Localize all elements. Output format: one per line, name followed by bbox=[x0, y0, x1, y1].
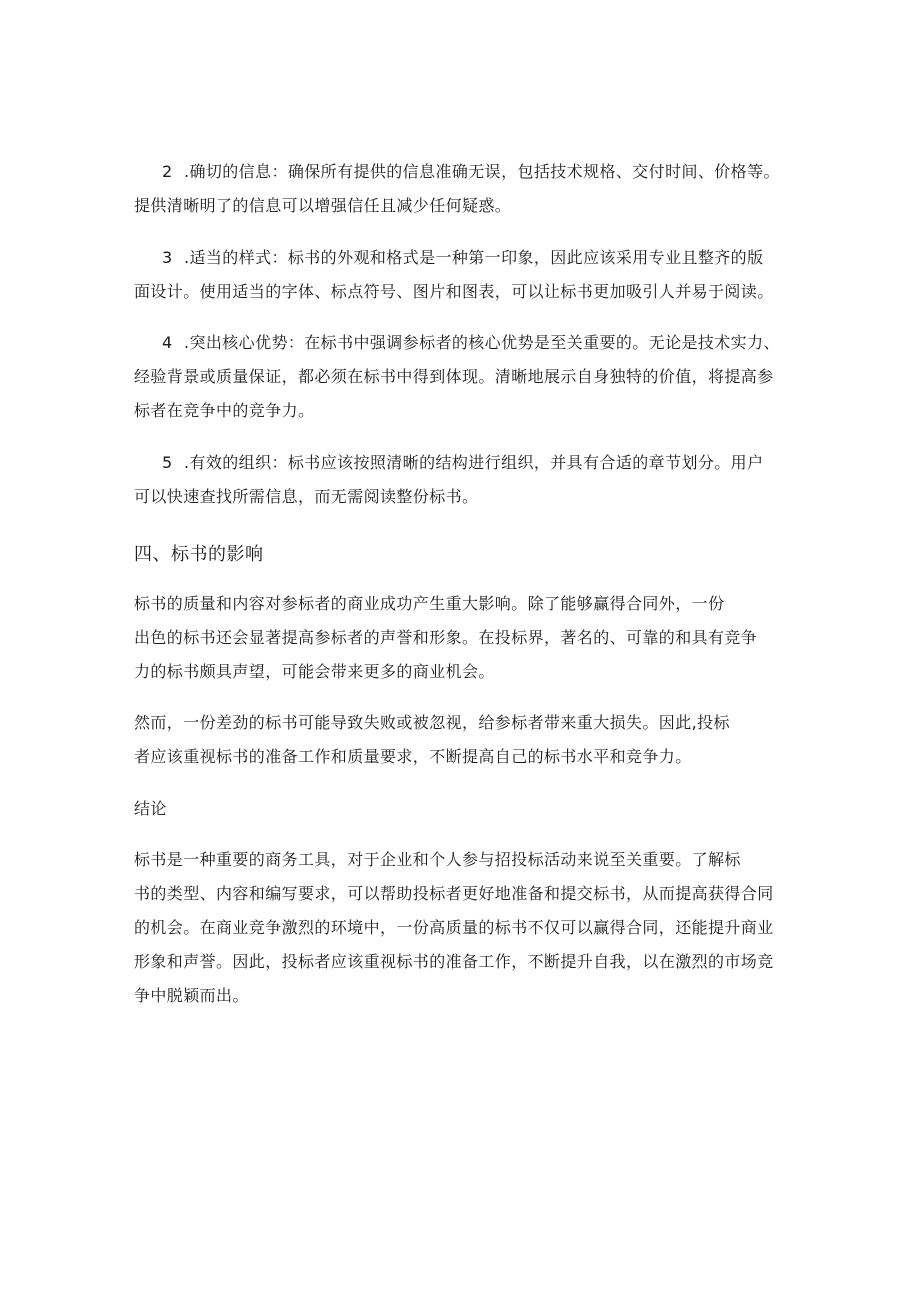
list-item-2-line-1: 2 .确切的信息：确保所有提供的信息准确无误，包括技术规格、交付时间、价格等。 bbox=[134, 155, 806, 189]
list-item-3 bbox=[134, 241, 806, 309]
conclusion-title: 结论 bbox=[134, 799, 167, 818]
conclusion-paragraph-line-3: 的机会。在商业竞争激烈的环境中，一份高质量的标书不仅可以赢得合同，还能提升商业 bbox=[134, 918, 774, 937]
list-item-4-number: 4 bbox=[162, 333, 173, 352]
list-item-4-line-1: 4 .突出核心优势：在标书中强调参标者的核心优势是至关重要的。无论是技术实力、 bbox=[134, 326, 806, 360]
list-item-5 bbox=[134, 446, 806, 514]
impact-paragraph-2 bbox=[134, 706, 806, 774]
section-heading: 四、标书的影响 bbox=[134, 544, 264, 565]
list-item-4 bbox=[134, 326, 806, 428]
impact-paragraph-2-line-1: 然而，一份差劲的标书可能导致失败或被忽视，给参标者带来重大损失。因此,投标 bbox=[134, 713, 730, 732]
impact-paragraph-2-line-2: 者应该重视标书的准备工作和质量要求，不断提高自己的标书水平和竞争力。 bbox=[134, 747, 692, 766]
list-item-3-line-1: 3 .适当的样式：标书的外观和格式是一种第一印象，因此应该采用专业且整齐的版 bbox=[134, 241, 806, 275]
impact-paragraph-1-line-1: 标书的质量和内容对参标者的商业成功产生重大影响。除了能够赢得合同外，一份 bbox=[134, 594, 725, 613]
conclusion-paragraph-line-1: 标书是一种重要的商务工具，对于企业和个人参与招投标活动来说至关重要。了解标 bbox=[134, 850, 741, 869]
list-item-5-line-2: 可以快速查找所需信息，而无需阅读整份标书。 bbox=[134, 487, 479, 506]
list-item-5-number: 5 bbox=[162, 453, 173, 472]
list-item-4-line-3: 标者在竞争中的竞争力。 bbox=[134, 401, 315, 420]
list-item-2-line-2: 提供清晰明了的信息可以增强信任且减少任何疑惑。 bbox=[134, 196, 512, 215]
conclusion-paragraph-line-5: 争中脱颖而出。 bbox=[134, 986, 249, 1005]
list-item-3-number: 3 bbox=[162, 248, 173, 267]
list-item-2-number: 2 bbox=[162, 162, 173, 181]
impact-paragraph-1-line-3: 力的标书颇具声望，可能会带来更多的商业机会。 bbox=[134, 662, 495, 681]
list-item-5-line-1: 5 .有效的组织：标书应该按照清晰的结构进行组织，并具有合适的章节划分。用户 bbox=[134, 446, 806, 480]
conclusion-paragraph bbox=[134, 843, 806, 1013]
impact-paragraph-1-line-2: 出色的标书还会显著提高参标者的声誉和形象。在投标界，著名的、可靠的和具有竞争 bbox=[134, 628, 758, 647]
conclusion-paragraph-line-4: 形象和声誉。因此，投标者应该重视标书的准备工作，不断提升自我，以在激烈的市场竞 bbox=[134, 952, 774, 971]
impact-paragraph-1 bbox=[134, 587, 806, 689]
conclusion-paragraph-line-2: 书的类型、内容和编写要求，可以帮助投标者更好地准备和提交标书，从而提高获得合同 bbox=[134, 884, 774, 903]
list-item-3-line-2: 面设计。使用适当的字体、标点符号、图片和图表，可以让标书更加吸引人并易于阅读。 bbox=[134, 282, 774, 301]
list-item-4-line-2: 经验背景或质量保证，都必须在标书中得到体现。清晰地展示自身独特的价值，将提高参 bbox=[134, 367, 774, 386]
list-item-2 bbox=[134, 155, 806, 223]
